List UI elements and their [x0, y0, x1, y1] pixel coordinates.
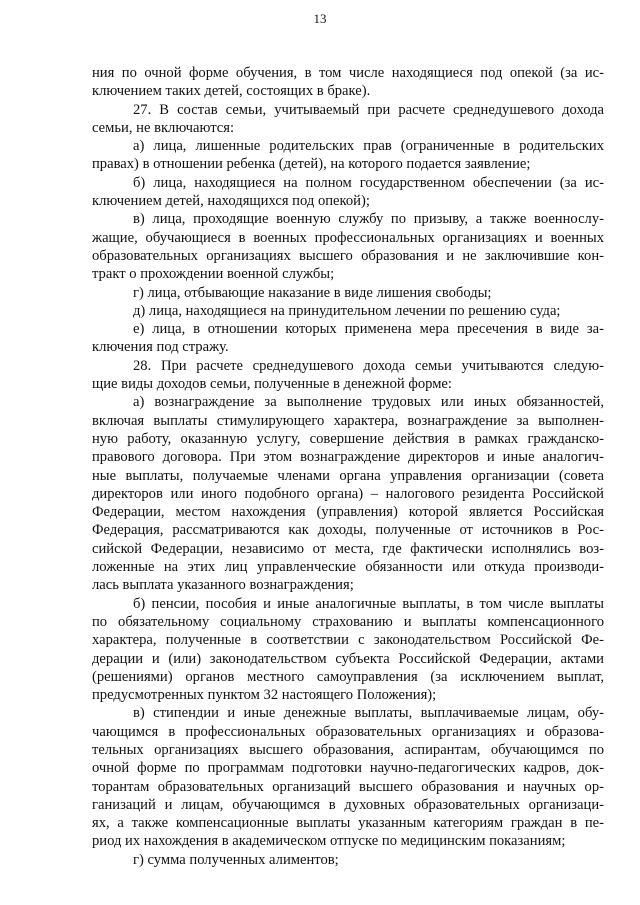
text-line: Федерации, местом нахождения (управления) которой является Российская [92, 504, 604, 521]
text-line: ния по очной форме обучения, в том числе находящиеся под опекой (за ис- [92, 65, 604, 81]
text-line: г) сумма полученных алиментов; [133, 851, 339, 868]
text-line: риод их нахождения в академическом отпуске по медицинским показаниям; [92, 833, 566, 850]
text-line: очной форме по программам подготовки научно-педагогических кадров, док- [92, 760, 604, 777]
text-line: по обязательному социальному страхованию и выплаты компенсационного [92, 613, 604, 630]
text-line: включая выплаты стимулирующего характера, вознаграждение за выполнен- [92, 412, 604, 429]
text-line: в) лица, проходящие военную службу по призыву, а также военнослу- [133, 211, 604, 228]
text-line: ях, а также компенсационные выплаты указанным категориям граждан в пе- [92, 815, 604, 832]
text-line: г) лица, отбывающие наказание в виде лишения свободы; [133, 284, 492, 301]
text-line: предусмотренных пунктом 32 настоящего Положения); [92, 687, 437, 704]
text-line: д) лица, находящиеся на принудительном лечении по решению суда; [133, 302, 561, 319]
text-line: б) лица, находящиеся на полном государственном обеспечении (за ис- [133, 174, 604, 191]
text-line: ложенные на этих лиц управленческие обязанности или откуда производи- [92, 559, 604, 576]
text-line: б) пенсии, пособия и иные аналогичные выплаты, в том числе выплаты [133, 595, 604, 612]
text-line: щие виды доходов семьи, полученные в денежной форме: [92, 376, 452, 393]
text-line: тракт о прохождении военной службы; [92, 266, 335, 283]
text-line: правах) в отношении ребенка (детей), на которого подается заявление; [92, 156, 531, 173]
text-line: ключением детей, находящихся под опекой); [92, 193, 370, 210]
text-line: а) лица, лишенные родительских прав (ограниченные в родительских [133, 138, 604, 155]
text-line: семьи, не включаются: [92, 119, 235, 136]
text-line: характера, полученные в соответствии с законодательством Российской Фе- [92, 632, 604, 649]
text-line: чающимся в профессиональных образовательных организациях и образова- [92, 723, 604, 740]
text-line: дерации и (или) законодательством субъекта Российской Федерации, актами [92, 650, 604, 667]
text-line: директоров или иного подобного органа) – налогового резидента Российской [92, 485, 604, 502]
text-line: ключения под стражу. [92, 339, 229, 356]
text-line: жащие, обучающиеся в военных профессиональных организациях и военных [92, 229, 604, 246]
text-line: (решениями) органов местного самоуправления (за исключением выплат, [92, 668, 604, 685]
text-line: тельных организациях высшего образования, аспирантам, обучающимся по [92, 741, 604, 758]
page-number: 13 [313, 11, 327, 26]
text-line: 28. При расчете среднедушевого дохода семьи учитываются следую- [133, 357, 604, 374]
text-line: правового договора. При этом вознаграждение директоров и иные аналогич- [92, 449, 604, 466]
text-line: е) лица, в отношении которых применена мера пресечения в виде за- [133, 321, 604, 338]
text-line: ганизаций и лицам, обучающимся в духовных образовательных организаци- [92, 796, 604, 813]
text-line: а) вознаграждение за выполнение трудовых или иных обязанностей, [133, 394, 604, 411]
text-line: ные выплаты, получаемые членами органа управления организации (совета [92, 467, 604, 484]
text-line: 27. В состав семьи, учитываемый при расчете среднедушевого дохода [133, 101, 604, 118]
text-line: ную работу, оказанную услугу, совершение действия в рамках гражданско- [92, 430, 604, 447]
text-line: сийской Федерации, независимо от места, где фактически исполнялись воз- [92, 540, 604, 557]
text-line: образовательных организациях высшего образования и не заключившие кон- [92, 247, 604, 264]
text-line: Федерация, рассматриваются как доходы, полученные от источников в Рос- [92, 522, 604, 539]
text-line: ключением таких детей, состоящих в браке). [92, 83, 371, 100]
text-line: торантам образовательных организаций высшего образования и научных ор- [92, 778, 604, 795]
text-line: в) стипендии и иные денежные выплаты, выплачиваемые лицам, обу- [133, 705, 604, 722]
document-body [92, 64, 604, 869]
text-line: лась выплата указанного вознаграждения; [92, 577, 354, 594]
